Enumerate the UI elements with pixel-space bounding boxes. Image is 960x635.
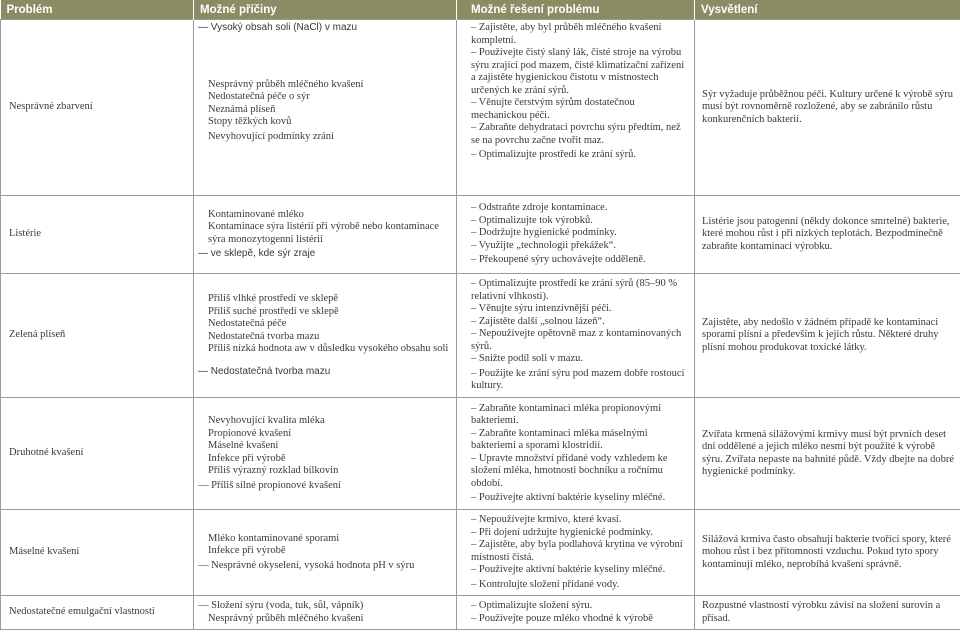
cause-item: Kontaminované mléko (208, 208, 304, 220)
cause-item: Nedostatečná péče o sýr (208, 91, 310, 102)
explanation-cell: Sýr vyžaduje průběžnou péči. Kultury určené k výrobě sýru musí být rovnoměrně rozložené, aby se zabránilo růstu konkurenčních bakterií. (695, 20, 960, 196)
solution-item: – Používejte aktivní baktérie kyseliny mléčné. (471, 492, 666, 503)
problem-cell: Nesprávné zbarvení (1, 20, 194, 196)
cause-item: — Složení sýru (voda, tuk, sůl, vápník) (198, 600, 364, 611)
solution-item: – Používejte pouze mléko vhodné k výrobě (471, 612, 653, 624)
cause-item: Příliš výrazný rozklad bílkovin (208, 465, 339, 476)
solutions-cell (457, 510, 695, 596)
solution-item: – Zabraňte kontaminaci mléka máselnými bakteriemi a sporami klostridií. (471, 427, 648, 451)
cause-item: Nevyhovující podmínky zrání (208, 130, 334, 142)
causes-cell (194, 596, 457, 630)
cause-item: Nevyhovující kvalita mléka (208, 415, 325, 426)
cause-item: Infekce při výrobě (208, 545, 286, 557)
cause-item: Infekce při výrobě (208, 452, 286, 464)
cause-item: Příliš vlhké prostředí ve sklepě (208, 293, 339, 304)
cause-item: Příliš nízká hodnota aw v důsledku vysokého obsahu soli (208, 343, 449, 354)
header-row (1, 0, 960, 20)
solutions-cell (457, 274, 695, 398)
table-row (1, 596, 960, 630)
solution-item: – Optimalizujte prostředí ke zrání sýrů. (471, 149, 637, 160)
explanation-cell: Silážová krmiva často obsahují bakterie tvořící spory, které mohou růst i bez přítomnosti vzduchu. Pokud tyto spory kontaminují mléko, neprobíhá kvašení správně. (695, 510, 960, 596)
solution-item: – Překoupené sýry uchovávejte odděleně. (471, 254, 646, 266)
cause-item: Stopy těžkých kovů (208, 116, 292, 127)
cause-item: Nesprávný průběh mléčného kvašení (208, 612, 364, 624)
solution-item: – Optimalizujte prostředí ke zrání sýrů (85–90 % relativní vlhkosti). (471, 278, 678, 302)
cause-item: — Nesprávné okyselení, vysoká hodnota pH v sýru (198, 559, 415, 571)
explanation-cell: Rozpustné vlastnosti výrobku závisí na složení surovin a přísad. (695, 596, 960, 630)
solution-item: – Věnujte čerstvým sýrům dostatečnou mechanickou péči. (471, 97, 635, 121)
problem-cell: Zelená plíseň (1, 274, 194, 398)
solution-item: – Upravte množství přidané vody vzhledem ke složení mléka, hmotnosti bochníku a ročnímu období. (471, 452, 668, 489)
cause-item: — Příliš silné propionové kvašení (198, 479, 341, 491)
solution-item: – Při dojení udržujte hygienické podmínky. (471, 526, 653, 538)
cause-item: Mléko kontaminované sporami (208, 532, 340, 544)
cause-item: Propionové kvašení (208, 427, 292, 439)
table-row (1, 20, 960, 196)
solutions-cell (457, 398, 695, 510)
causes-cell (194, 20, 457, 196)
problem-cell: Druhotné kvašení (1, 398, 194, 510)
table-row (1, 274, 960, 398)
solution-item: – Použijte ke zrání sýru pod mazem dobře rostoucí kultury. (471, 367, 685, 392)
table-row (1, 398, 960, 510)
causes-cell (194, 196, 457, 274)
causes-cell (194, 274, 457, 398)
solution-item: – Zajistěte další „solnou lázeň“. (471, 315, 605, 327)
header-explanation: Vysvětlení (695, 0, 960, 20)
cause-item: Nedostatečná péče (208, 318, 287, 329)
cause-item: Kontaminace sýra listérií při výrobě nebo kontaminace sýra monozytogenní listérií (208, 221, 439, 245)
solution-item: – Nepoužívejte krmivo, které kvasí. (471, 514, 622, 525)
cause-item: Nesprávný průběh mléčného kvašení (208, 78, 364, 90)
problem-cell: Listérie (1, 196, 194, 274)
header-solutions: Možné řešení problému (457, 0, 695, 20)
solution-item: – Zajistěte, aby byla podlahová krytina ve výrobní místnosti čistá. (471, 539, 683, 563)
solution-item: – Optimalizujte tok výrobků. (471, 214, 593, 226)
explanation-cell: Zajistěte, aby nedošlo v žádném případě ke kontaminaci sporami plísní a především k jejich růstu. Některé druhy plísní mohou produkovat toxické látky. (695, 274, 960, 398)
explanation-cell: Zvířata krmená silážovými krmivy musí být prvních deset dní oddělené a jejich mléko nesmí být použité k výrobě sýru. Zvířata nepaste na bahnité půdě. Vždy dbejte na dobré hygienické podmínky. (695, 398, 960, 510)
cause-item: Neznámá plíseň (208, 103, 276, 115)
explanation-cell: Listérie jsou patogenní (někdy dokonce smrtelné) bakterie, které mohou růst i při nízkých teplotách. Bezpodmínečně zabraňte kontaminaci výrobku. (695, 196, 960, 274)
solution-item: – Snižte podíl soli v mazu. (471, 353, 583, 365)
cause-item: Příliš suché prostředí ve sklepě (208, 305, 339, 317)
solution-item: – Kontrolujte složení přidané vody. (471, 578, 620, 590)
header-causes: Možné příčiny (194, 0, 457, 20)
causes-cell (194, 510, 457, 596)
solution-item: – Dodržujte hygienické podmínky. (471, 227, 617, 239)
table-row (1, 510, 960, 596)
solution-item: – Věnujte sýru intenzivnější péči. (471, 303, 612, 315)
solution-item: – Zabraňte kontaminaci mléka propionovými bakteriemi. (471, 402, 662, 426)
problem-cell: Nedostatečné emulgační vlastnosti (1, 596, 194, 630)
solutions-cell (457, 20, 695, 196)
solution-item: – Optimalizujte složení sýru. (471, 600, 593, 611)
cause-item: — Nedostatečná tvorba mazu (198, 365, 331, 377)
solution-item: – Používejte čistý slaný lák, čisté stroje na výrobu sýru zrající pod mazem, čisté klimatizační zařízení a zajistěte hygienickou čistotu v místnostech určených ke zrání sýrů. (471, 47, 685, 96)
solution-item: – Využijte „technologii překážek“. (471, 239, 617, 251)
solutions-cell (457, 196, 695, 274)
cause-item: Nedostatečná tvorba mazu (208, 330, 320, 342)
solution-item: – Nepoužívejte opětovně maz z kontaminovaných sýrů. (471, 328, 682, 352)
causes-cell (194, 398, 457, 510)
table-row (1, 196, 960, 274)
header-problem: Problém (1, 0, 194, 20)
cause-item: Máselné kvašení (208, 440, 279, 451)
solutions-cell (457, 596, 695, 630)
cause-item: — Vysoký obsah soli (NaCl) v mazu (198, 22, 358, 33)
cause-item: — ve sklepě, kde sýr zraje (198, 248, 316, 259)
solution-item: – Odstraňte zdroje kontaminace. (471, 202, 608, 214)
problem-cell: Máselné kvašení (1, 510, 194, 596)
solution-item: – Používejte aktivní baktérie kyseliny mléčné. (471, 564, 666, 575)
solution-item: – Zajistěte, aby byl průběh mléčného kvašení kompletní. (471, 22, 662, 46)
solution-item: – Zabraňte dehydrataci povrchu sýru předtím, než se na povrchu začne tvořit maz. (471, 122, 681, 146)
